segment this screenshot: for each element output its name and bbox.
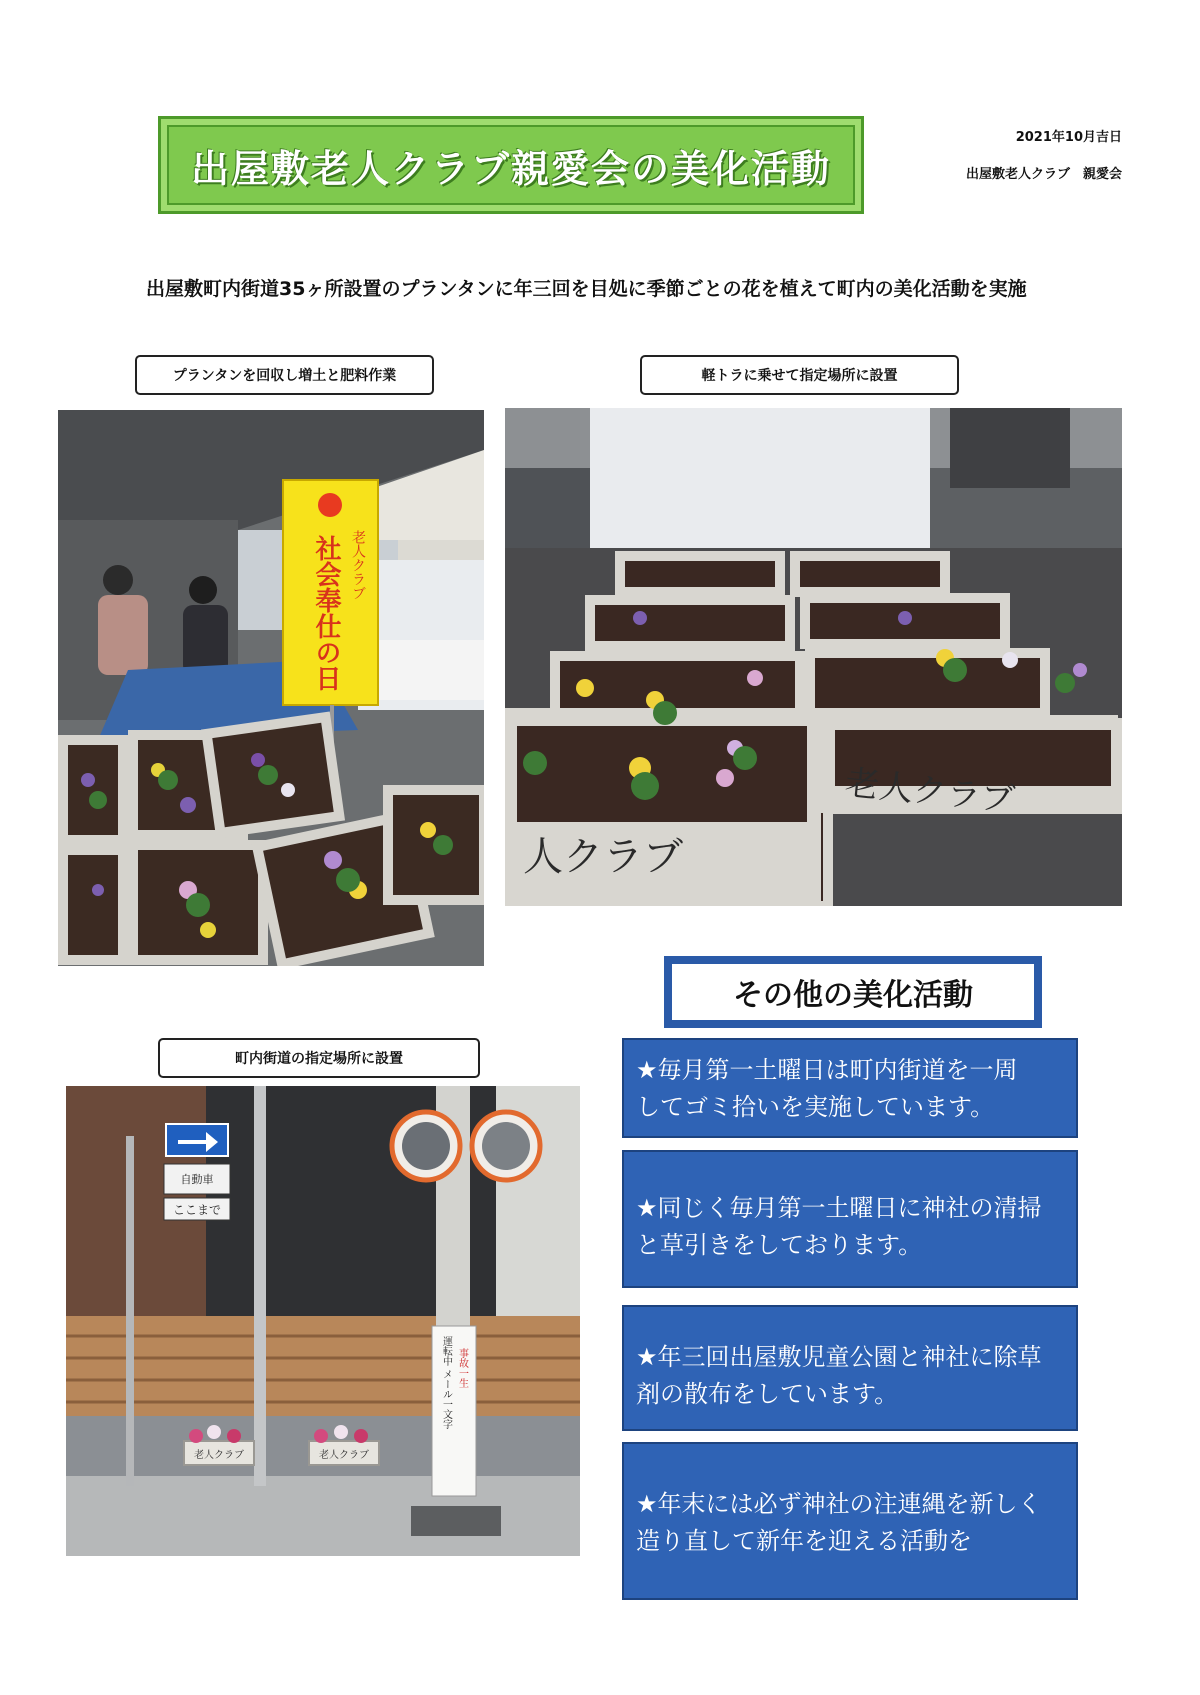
banner-small-text: 老人クラブ bbox=[350, 530, 366, 600]
organization-name: 出屋敷老人クラブ 親愛会 bbox=[965, 167, 1122, 182]
page-title: 出屋敷老人クラブ親愛会の美化活動 bbox=[190, 146, 831, 191]
activity-item-1: ★毎月第一土曜日は町内街道を一周 してゴミ拾いを実施しています。 bbox=[622, 1038, 1078, 1138]
planter-text-2: 人クラブ bbox=[523, 834, 683, 880]
photo-caption-1: プランタンを回収し増土と肥料作業 bbox=[135, 355, 434, 395]
banner-large-text: 社会奉仕の日 bbox=[311, 535, 341, 691]
activity-item-2: ★同じく毎月第一土曜日に神社の清掃と草引きをしております。 bbox=[622, 1150, 1078, 1288]
photo-truck-planters bbox=[505, 408, 1122, 906]
activity-item-4: ★年末には必ず神社の注連縄を新しく造り直して新年を迎える活動を bbox=[622, 1442, 1078, 1600]
intro-text: 出屋敷町内街道35ヶ所設置のプランタンに年三回を目処に季節ごとの花を植えて町内の美化活動を実施 bbox=[146, 278, 1027, 300]
photo-planter-work bbox=[58, 410, 484, 966]
document-date: 2021年10月吉日 bbox=[1015, 130, 1122, 145]
street-sign-text-2: ここまで bbox=[172, 1203, 222, 1217]
other-activities-heading-box bbox=[664, 956, 1042, 1028]
photo-street-installation bbox=[66, 1086, 580, 1556]
pole-sign-text-1: 運転中 メール一文字 bbox=[440, 1336, 452, 1430]
street-planter-label-1: 老人クラブ bbox=[194, 1450, 244, 1461]
title-banner bbox=[158, 116, 864, 214]
planter-text-1: 老人クラブ bbox=[843, 762, 1017, 821]
activity-item-3: ★年三回出屋敷児童公園と神社に除草剤の散布をしています。 bbox=[622, 1305, 1078, 1431]
street-sign-text-1: 自動車 bbox=[180, 1173, 214, 1186]
pole-sign-text-2: 事故一生 bbox=[456, 1348, 468, 1388]
other-activities-heading: その他の美化活動 bbox=[672, 964, 1034, 1020]
photo-caption-2: 軽トラに乗せて指定場所に設置 bbox=[640, 355, 959, 395]
street-planter-label-2: 老人クラブ bbox=[319, 1450, 369, 1461]
photo-caption-3: 町内街道の指定場所に設置 bbox=[158, 1038, 480, 1078]
